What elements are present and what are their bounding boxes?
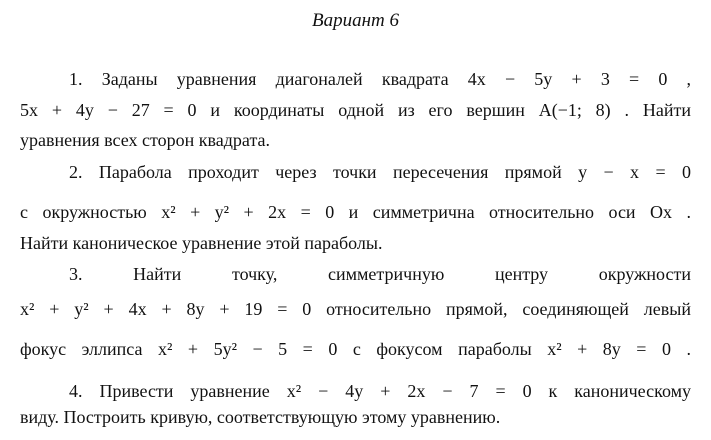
problem-1-number: 1.: [69, 69, 83, 89]
problem-2-line-2: с окружностью x² + y² + 2x = 0 и симметрична относительно оси Ox .: [20, 202, 691, 222]
problem-2-line-1: [69, 160, 691, 184]
problem-4-number: 4.: [69, 381, 83, 401]
problem-3-line-2: x² + y² + 4x + 8y + 19 = 0 относительно прямой, соединяющей левый: [20, 299, 691, 319]
problem-1-line-1: [69, 67, 691, 91]
problem-1-line-3: уравнения всех сторон квадрата.: [20, 130, 271, 150]
problem-3-line-3: фокус эллипса x² + 5y² − 5 = 0 с фокусом параболы x² + 8y = 0 .: [20, 339, 691, 359]
problem-4-line-2: виду. Построить кривую, соответствующую этому уравнению.: [20, 407, 501, 427]
problem-3-line-1: [69, 262, 691, 286]
problem-1-text-1: Заданы уравнения диагоналей квадрата 4x − 5y + 3 = 0 ,: [101, 69, 692, 89]
problem-1-line-2: 5x + 4y − 27 = 0 и координаты одной из его вершин A(−1; 8) . Найти: [20, 100, 691, 120]
problem-2-text-1: Парабола проходит через точки пересечения прямой y − x = 0: [98, 162, 691, 182]
problem-4-text-1: Привести уравнение x² − 4y + 2x − 7 = 0 к каноническому: [99, 381, 691, 401]
problem-2-line-3: Найти каноническое уравнение этой параболы.: [20, 233, 383, 253]
variant-title: Вариант 6: [311, 10, 399, 31]
problem-3-text-1: Найти точку, симметричную центру окружности: [133, 264, 691, 284]
problem-2-number: 2.: [69, 162, 83, 182]
problem-3-number: 3.: [69, 264, 83, 284]
problem-4-line-1: [69, 379, 691, 403]
